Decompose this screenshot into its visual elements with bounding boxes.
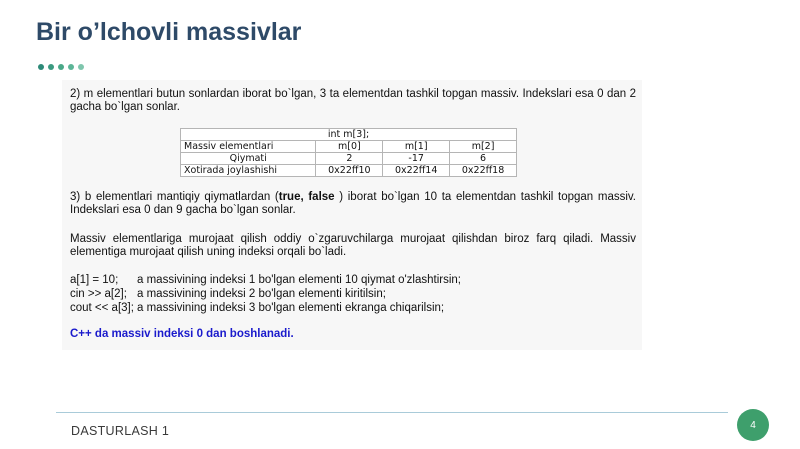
- table-cell: 0x22ff14: [383, 165, 450, 177]
- code-snippet: a[1] = 10;: [70, 274, 119, 286]
- code-example-line: [70, 288, 386, 301]
- table-header-row: [181, 141, 517, 153]
- table-cell: m[0]: [316, 141, 383, 153]
- code-description: a massivining indeksi 1 bo'lgan elementi 10 qiymat o'zlashtirsin;: [137, 274, 461, 286]
- table-row: [181, 165, 517, 177]
- bold-keywords: true, false: [278, 191, 335, 203]
- footer-label: DASTURLASH 1: [71, 424, 170, 438]
- table-cell: 2: [316, 153, 383, 165]
- table-caption: int m[3];: [181, 129, 517, 141]
- table-cell: 0x22ff10: [316, 165, 383, 177]
- table-caption-row: [181, 129, 517, 141]
- code-description: a massivining indeksi 2 bo'lgan elementi kiritilsin;: [137, 288, 386, 300]
- table-cell: -17: [383, 153, 450, 165]
- code-example-line: [70, 274, 461, 287]
- table-row: [181, 153, 517, 165]
- dot-icon: [38, 64, 44, 70]
- paragraph-text: 3) b elementlari mantiqiy qiymatlardan (: [70, 191, 279, 203]
- table-cell: Massiv elementlari: [181, 141, 316, 153]
- array-table: [180, 128, 517, 177]
- footer-divider: [56, 412, 728, 413]
- table-cell: m[2]: [450, 141, 517, 153]
- table-cell: 6: [450, 153, 517, 165]
- dot-icon: [48, 64, 54, 70]
- paragraph-access: Massiv elementlariga murojaat qilish oddiy o`zgaruvchilarga murojaat qilishdan biroz farq qiladi. Massiv elementiga murojaat qilish uning indeksi orqali bo`ladi.: [70, 233, 636, 258]
- code-example-line: [70, 302, 444, 315]
- decorative-dots: [38, 64, 84, 70]
- dot-icon: [58, 64, 64, 70]
- code-snippet: cin >> a[2];: [70, 288, 127, 300]
- content-image: [62, 80, 642, 350]
- table-cell: Xotirada joylashishi: [181, 165, 316, 177]
- paragraph-text: ) iborat bo`lgan 10 ta elementdan tashkil topgan massiv. Indekslari esa 0 dan 9 gacha bo`lgan sonlar.: [70, 191, 636, 216]
- paragraph-bool-array: [70, 191, 636, 217]
- table-cell: 0x22ff18: [450, 165, 517, 177]
- code-description: a massivining indeksi 3 bo'lgan elementi ekranga chiqarilsin;: [137, 302, 445, 314]
- highlight-note: C++ da massiv indeksi 0 dan boshlanadi.: [70, 328, 294, 340]
- dot-icon: [68, 64, 74, 70]
- page-number-badge: 4: [737, 409, 769, 441]
- table-cell: m[1]: [383, 141, 450, 153]
- code-snippet: cout << a[3];: [70, 302, 134, 314]
- slide-title: Bir o’lchovli massivlar: [36, 18, 302, 46]
- table-cell: Qiymati: [181, 153, 316, 165]
- dot-icon: [78, 64, 84, 70]
- paragraph-int-array: 2) m elementlari butun sonlardan iborat bo`lgan, 3 ta elementdan tashkil topgan massiv. Indekslari esa 0 dan 2 gacha bo`lgan sonlar.: [70, 88, 636, 113]
